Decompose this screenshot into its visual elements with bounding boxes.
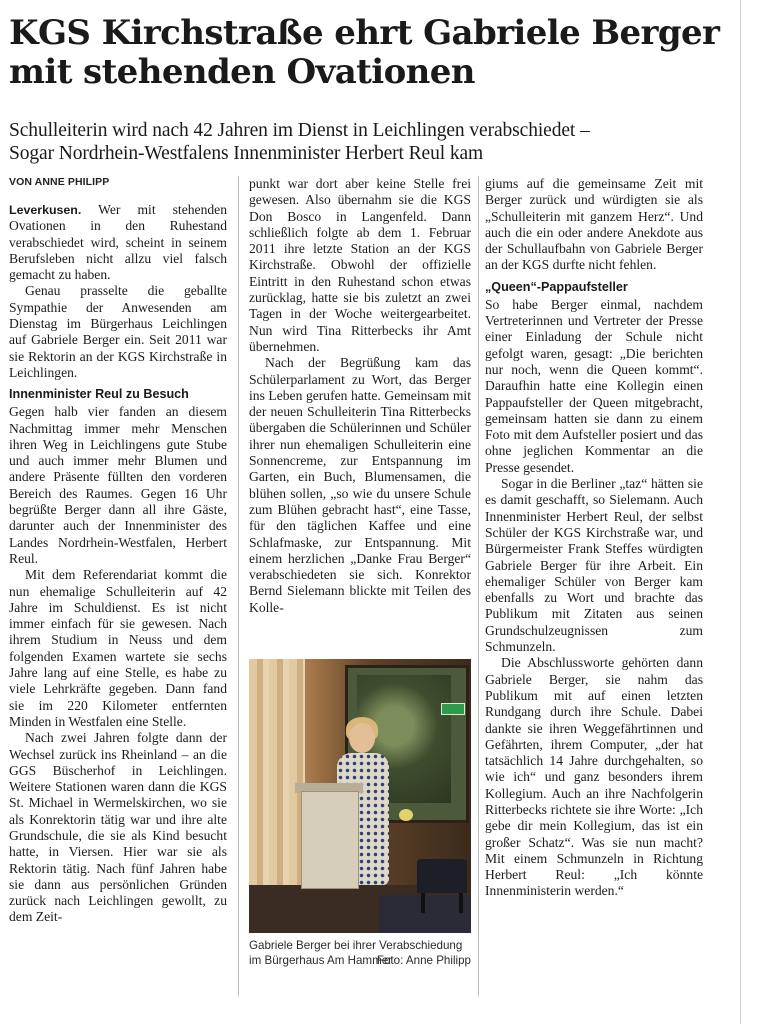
photo-caption — [249, 938, 471, 968]
subheadline-line-1: Schulleiterin wird nach 42 Jahren im Dienst in Leichlingen verabschiedet – — [9, 120, 590, 141]
paragraph — [9, 202, 227, 283]
paragraph: Nach der Begrüßung kam das Schülerparlament zu Wort, das Berger ins Leben gerufen hatte. Gemeinsam mit der neuen Schulleiterin Tina Ritterbecks übergaben die Schülerinnen und Schüler ihrer nun ehemaligen Schulleiterin eine Sonnencreme, zur Entspannung im Garten, ein Buch, Blumensamen, die blühen sollen, „so wie du unsere Schule zum Blühen gebracht hast“, eine Tasse, für den täglichen Kaffee und eine Schlafmaske, zur Entspannung. Mit einem herzlichen „Danke Frau Berger“ verabschiedeten sie sich. Konrektor Bernd Sielemann blickte mit Teilen des Kolle- — [249, 355, 471, 615]
photo-chair-leg — [421, 893, 425, 913]
column-divider — [478, 176, 479, 996]
page-edge-line — [740, 0, 741, 1024]
article-column-2 — [249, 176, 471, 616]
paragraph: Die Abschlussworte gehörten dann Gabriele Berger, sie nahm das Publikum mit auf einen letzten Rundgang durch ihre Schule. Dabei dankte sie ihren Weggefährtinnen und Gefährten, ihrem Computer, „der hat tatsächlich 14 Jahre durchgehalten, so wie ich“ und ganz besonders ihrem Kollegium. Auch an ihre Nachfolgerin Ritterbecks richtete sie ihre Worte: „Ich gebe dir mein Kollegium, das ist ein großer Schatz“. Was sie nun macht? Mit einem Schmunzeln in Richtung Herbert Reul: „Ich könnte Innenministerin werden.“ — [485, 655, 703, 899]
photo-flowers — [399, 809, 413, 821]
article-column-3 — [485, 176, 703, 900]
photo-chair — [417, 859, 467, 893]
exit-sign — [441, 703, 465, 715]
headline-line-2: mit stehenden Ovationen — [9, 52, 475, 92]
paragraph: Mit dem Referendariat kommt die nun ehemalige Schulleiterin auf 42 Jahre im Schuldienst. Es ist nicht immer einfach für sie gewesen. Nach ihrem Studium in Neuss und dem folgenden Examen wartete sie sechs Jahre lang auf eine Stelle, es habe zu viele Lehrkräfte gegeben. Dann fand sie im 220 Kilometer entfernten Minden in Westfalen eine Stelle. — [9, 567, 227, 729]
photo-carpet — [379, 895, 471, 933]
byline: VON ANNE PHILIPP — [9, 176, 110, 188]
paragraph: punkt war dort aber keine Stelle frei gewesen. Also übernahm sie die KGS Don Bosco in Langenfeld. Dann schließlich folgte ab dem 1. Februar 2011 ihre letzte Station an der KGS Kirchstraße. Obwohl der offizielle Eintritt in den Ruhestand schon etwas zurücklag, hatte sie bis zuletzt an zwei Tagen in der Woche weitergearbeitet. Nun wird Tina Ritterbecks ihr Amt übernehmen. — [249, 176, 471, 354]
paragraph: Nach zwei Jahren folgte dann der Wechsel zurück ins Rheinland – an die GGS Büscherhof in Leichlingen. Weitere Stationen waren dann die KGS St. Michael in Wermelskirchen, wo sie als Konrektorin tätig war und ihre alte Grundschule, die sie als Kind besucht hatte, in Viersen. Hier war sie als Rektorin tätig. Nach fünf Jahren habe sie dann aus persönlichen Gründen zurück nach Leichlingen gewollt, zu dem Zeit- — [9, 730, 227, 925]
caption-text: Gabriele Berger bei ihrer Verabschiedung im Bürgerhaus Am Hammer — [249, 939, 463, 967]
speaker-head — [349, 723, 375, 753]
dateline: Leverkusen. — [9, 203, 82, 217]
section-heading: Innenminister Reul zu Besuch — [9, 387, 189, 402]
paragraph: Sogar in die Berliner „taz“ hätten sie es damit geschafft, so Sielemann. Auch Innenminister Herbert Reul, der selbst Schüler der KGS Kirchstraße war, und Bürgermeister Frank Steffes würdigten Gabriele Berger für ihre Arbeit. Ein ehemaliger Schüler von Berger kam ebenfalls zu Wort und brachte das Publikum mit Zitaten aus seinen Grundschulzeugnissen zum Schmunzeln. — [485, 476, 703, 655]
headline — [9, 14, 749, 92]
column-divider — [238, 176, 239, 996]
paragraph: So habe Berger einmal, nachdem Vertreterinnen und Vertreter der Presse einer Einladung der Schule nicht gefolgt waren, gesagt: „Die berichten nur noch, wenn die Queen kommt“. Daraufhin hatte eine Kollegin einen Pappaufsteller der Queen mitgebracht, gemeinsam hatten sie dann zu einem Foto mit dem Aufsteller posiert und das ohne jeglichen Kommentar an die Presse gesendet. — [485, 296, 703, 475]
photo-credit: Foto: Anne Philipp — [376, 954, 471, 967]
subheadline-line-2: Sogar Nordrhein-Westfalens Innenminister Herbert Reul kam — [9, 143, 484, 164]
article-column-1 — [9, 202, 227, 926]
paragraph: Genau prasselte die geballte Sympathie der Anwesenden am Dienstag im Bürgerhaus Leichlingen auf Gabriele Berger ein. Seit 2011 war sie Rektorin an der KGS Kirchstraße in Leichlingen. — [9, 283, 227, 380]
section-heading: „Queen“-Pappaufsteller — [485, 279, 628, 294]
lectern — [301, 791, 359, 889]
paragraph: Gegen halb vier fanden an diesem Nachmittag immer mehr Menschen ihren Weg in Leichlingens gute Stube und auch immer mehr Blumen und andere Präsente füllten den vorderen Bereich des Raumes. Gegen 16 Uhr begrüßte Berger dann all ihre Gäste, darunter auch der Innenminister des Landes Nordrhein-Westfalen, Herbert Reul. — [9, 404, 227, 566]
headline-line-1: KGS Kirchstraße ehrt Gabriele Berger — [9, 13, 720, 53]
photo-chair-leg — [459, 893, 463, 913]
paragraph-text: Wer mit stehenden Ovationen in den Ruhestand verabschiedet wird, scheint in seinem Berufsleben nicht allzu viel falsch gemacht zu haben. — [9, 202, 227, 283]
paragraph: giums auf die gemeinsame Zeit mit Berger zurück und würdigten sie als „Schulleiterin mit ganzem Herz“. Und auch die ein oder andere Anekdote aus der Schullaufbahn von Gabriele Berger an der KGS durfte nicht fehlen. — [485, 176, 703, 273]
subheadline — [9, 119, 754, 165]
article-photo — [249, 659, 471, 933]
